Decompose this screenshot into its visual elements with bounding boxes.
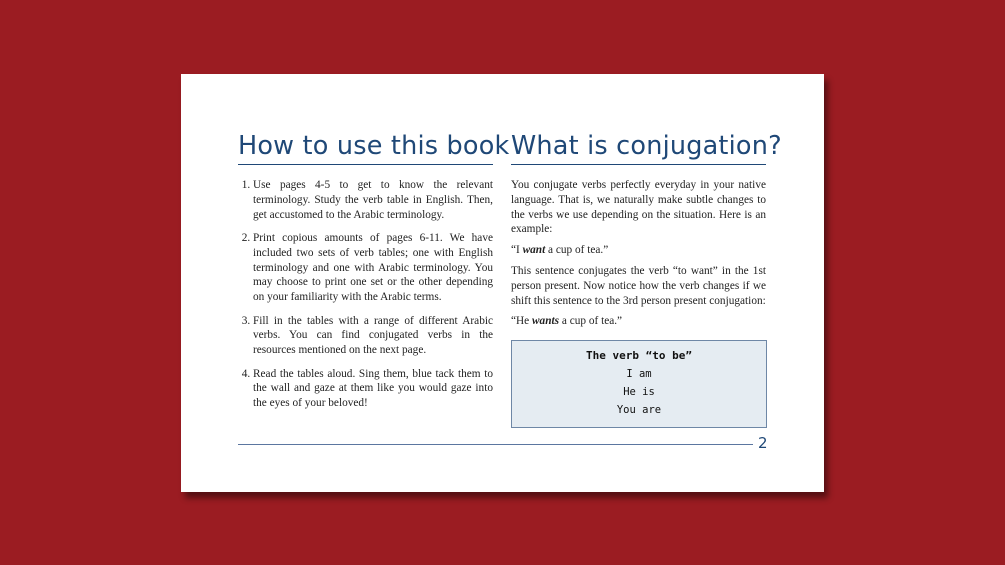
quote-text: “I <box>511 244 523 257</box>
instructions-list <box>238 178 493 411</box>
intro-paragraph: You conjugate verbs perfectly everyday in your native language. That is, we naturally make subtle changes to the verbs we use depending on the situation. Here is an example: <box>511 179 766 236</box>
explanation-paragraph: This sentence conjugates the verb “to want” in the 1st person present. Now notice how the verb changes if we shift this sentence to the 3rd person present conjugation: <box>511 264 766 307</box>
left-column <box>238 130 510 420</box>
page-number: 2 <box>758 434 768 452</box>
box-title: The verb “to be” <box>586 349 692 362</box>
box-line: I am <box>626 368 652 380</box>
right-column <box>511 130 782 329</box>
quote-text: a cup of tea.” <box>559 315 623 328</box>
list-item: 4. Read the tables aloud. Sing them, blue tack them to the wall and gaze at them like you would gaze into the eyes of your beloved! <box>253 367 493 411</box>
book-page <box>181 74 824 492</box>
box-line: You are <box>616 404 662 416</box>
box-line: He is <box>623 386 655 398</box>
quote-text: “He <box>511 315 533 328</box>
quote-emphasis: wants <box>532 315 560 328</box>
heading-how-to-use: How to use this book <box>238 130 493 165</box>
verb-example-box <box>511 340 767 428</box>
example-quote-1 <box>511 243 766 258</box>
quote-text: a cup of tea.” <box>545 244 609 257</box>
list-item: 2. Print copious amounts of pages 6-11. We have included two sets of verb tables; one with English terminology and one with Arabic terminology. You may choose to print one set or the other depending on your familiarity with the Arabic terms. <box>253 231 493 305</box>
list-item: 1. Use pages 4-5 to get to know the relevant terminology. Study the verb table in English. Then, get accustomed to the Arabic terminology. <box>253 178 493 222</box>
heading-what-is-conjugation: What is conjugation? <box>511 130 766 165</box>
footer-divider <box>238 444 753 445</box>
quote-emphasis: want <box>522 244 546 257</box>
list-item: 3. Fill in the tables with a range of different Arabic verbs. You can find conjugated verbs in the resources mentioned on the next page. <box>253 314 493 358</box>
example-quote-2 <box>511 314 766 329</box>
